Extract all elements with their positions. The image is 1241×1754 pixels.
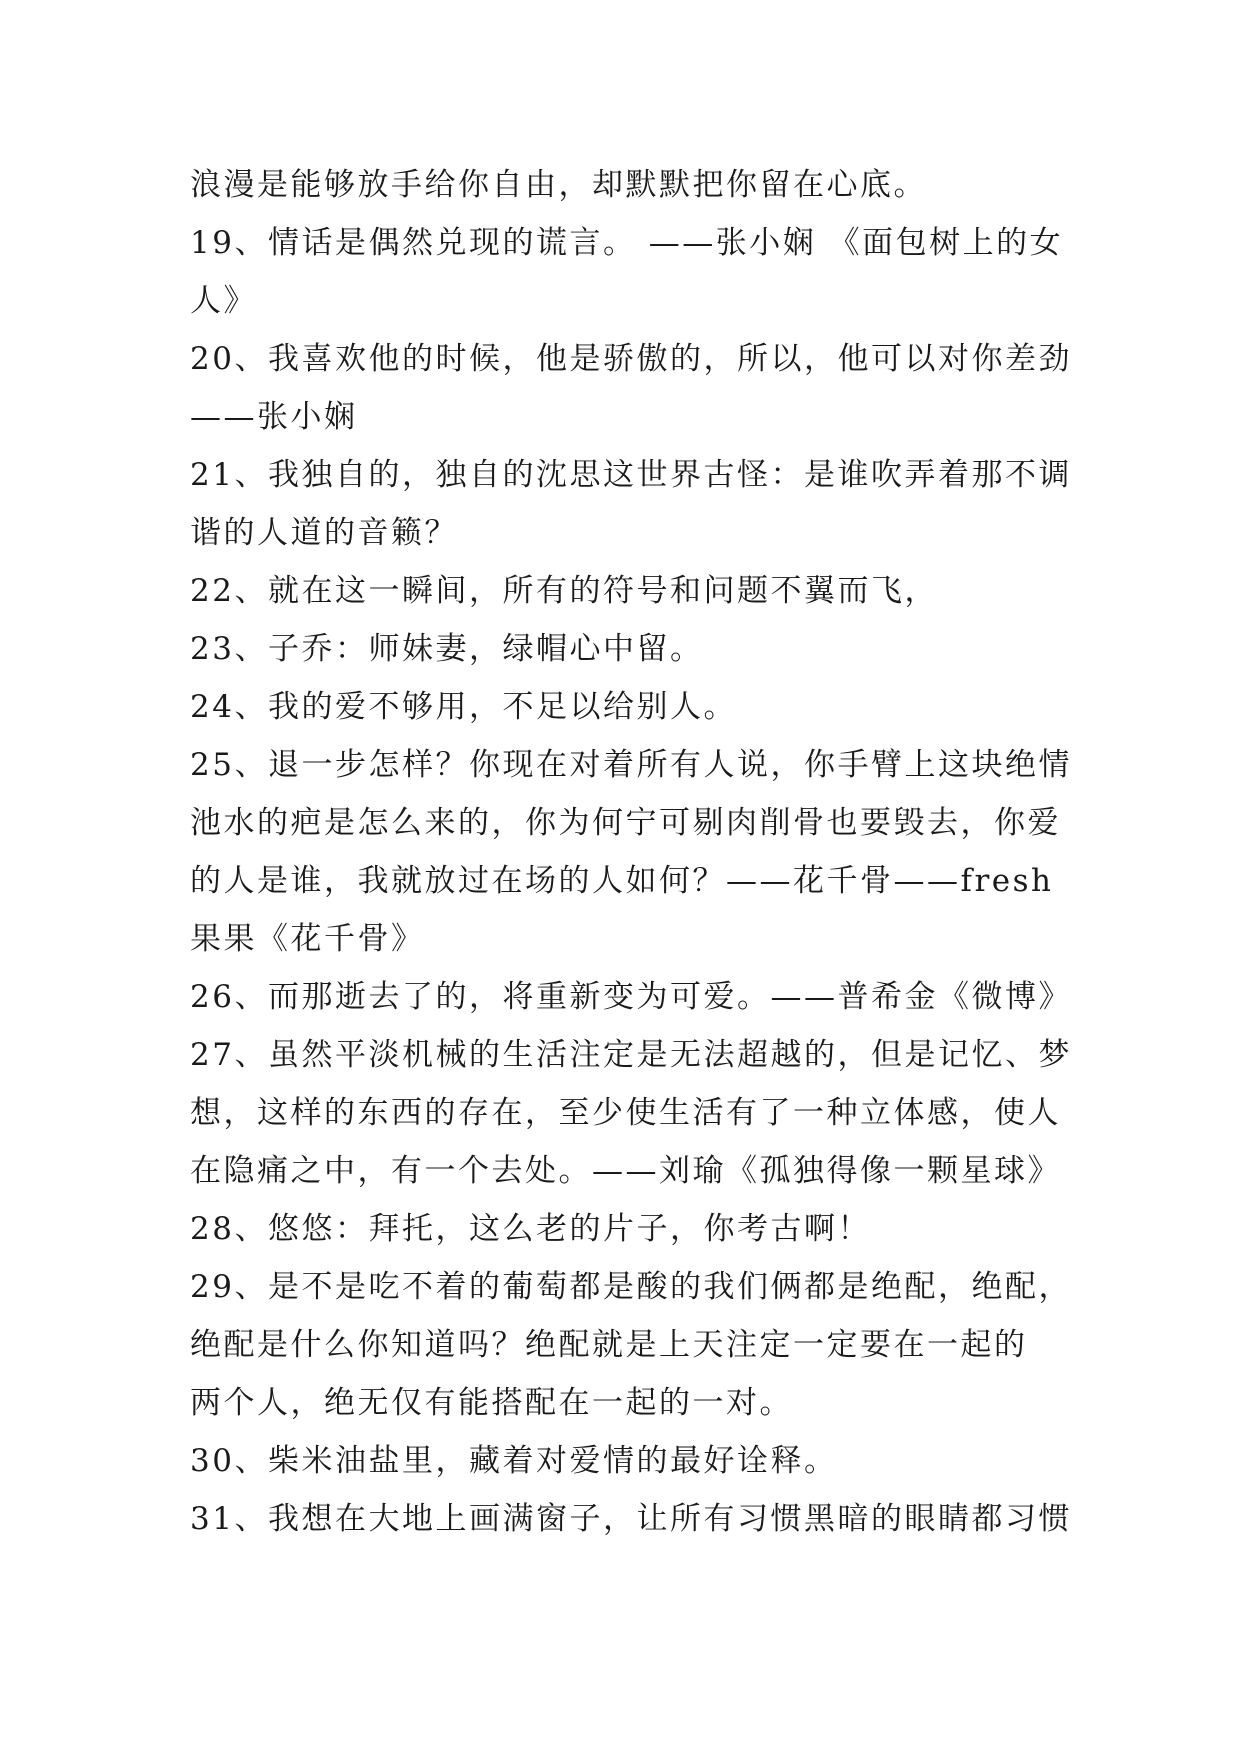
text-line: 30、柴米油盐里，藏着对爱情的最好诠释。 — [190, 1443, 838, 1479]
text-line: 果果《花千骨》 — [190, 921, 425, 957]
text-line: 的人是谁，我就放过在场的人如何？——花千骨——fresh — [190, 863, 1054, 899]
text-line: 池水的疤是怎么来的，你为何宁可剔肉削骨也要毁去，你爱 — [190, 805, 1061, 841]
text-line: 19、情话是偶然兑现的谎言。 ——张小娴 《面包树上的女 — [190, 225, 1064, 261]
text-line: 人》 — [190, 283, 257, 319]
text-line: 21、我独自的，独自的沈思这世界古怪：是谁吹弄着那不调 — [190, 457, 1072, 493]
text-line: 31、我想在大地上画满窗子，让所有习惯黑暗的眼睛都习惯 — [190, 1501, 1072, 1537]
text-line: 27、虽然平淡机械的生活注定是无法超越的，但是记忆、梦 — [190, 1037, 1072, 1073]
document-body — [190, 156, 1090, 1548]
text-line: 谐的人道的音籁？ — [190, 515, 458, 551]
text-line: 23、子乔：师妹妻，绿帽心中留。 — [190, 631, 704, 667]
text-line: 想，这样的东西的存在，至少使生活有了一种立体感，使人 — [190, 1095, 1061, 1131]
text-line: 26、而那逝去了的，将重新变为可爱。——普希金《微博》 — [190, 979, 1072, 1015]
text-line: ——张小娴 — [190, 399, 358, 435]
text-line: 22、就在这一瞬间，所有的符号和问题不翼而飞， — [190, 573, 938, 609]
text-line: 20、我喜欢他的时候，他是骄傲的，所以，他可以对你差劲 — [190, 341, 1072, 377]
text-line: 在隐痛之中，有一个去处。——刘瑜《孤独得像一颗星球》 — [190, 1153, 1061, 1189]
text-line: 24、我的爱不够用，不足以给别人。 — [190, 689, 737, 725]
text-line: 29、是不是吃不着的葡萄都是酸的我们俩都是绝配，绝配， — [190, 1269, 1072, 1305]
text-line: 绝配是什么你知道吗？绝配就是上天注定一定要在一起的 — [190, 1327, 1028, 1363]
text-line: 25、退一步怎样？你现在对着所有人说，你手臂上这块绝情 — [190, 747, 1072, 783]
text-line: 浪漫是能够放手给你自由，却默默把你留在心底。 — [190, 167, 927, 203]
text-line: 两个人，绝无仅有能搭配在一起的一对。 — [190, 1385, 793, 1421]
text-line: 28、悠悠：拜托，这么老的片子，你考古啊！ — [190, 1211, 871, 1247]
